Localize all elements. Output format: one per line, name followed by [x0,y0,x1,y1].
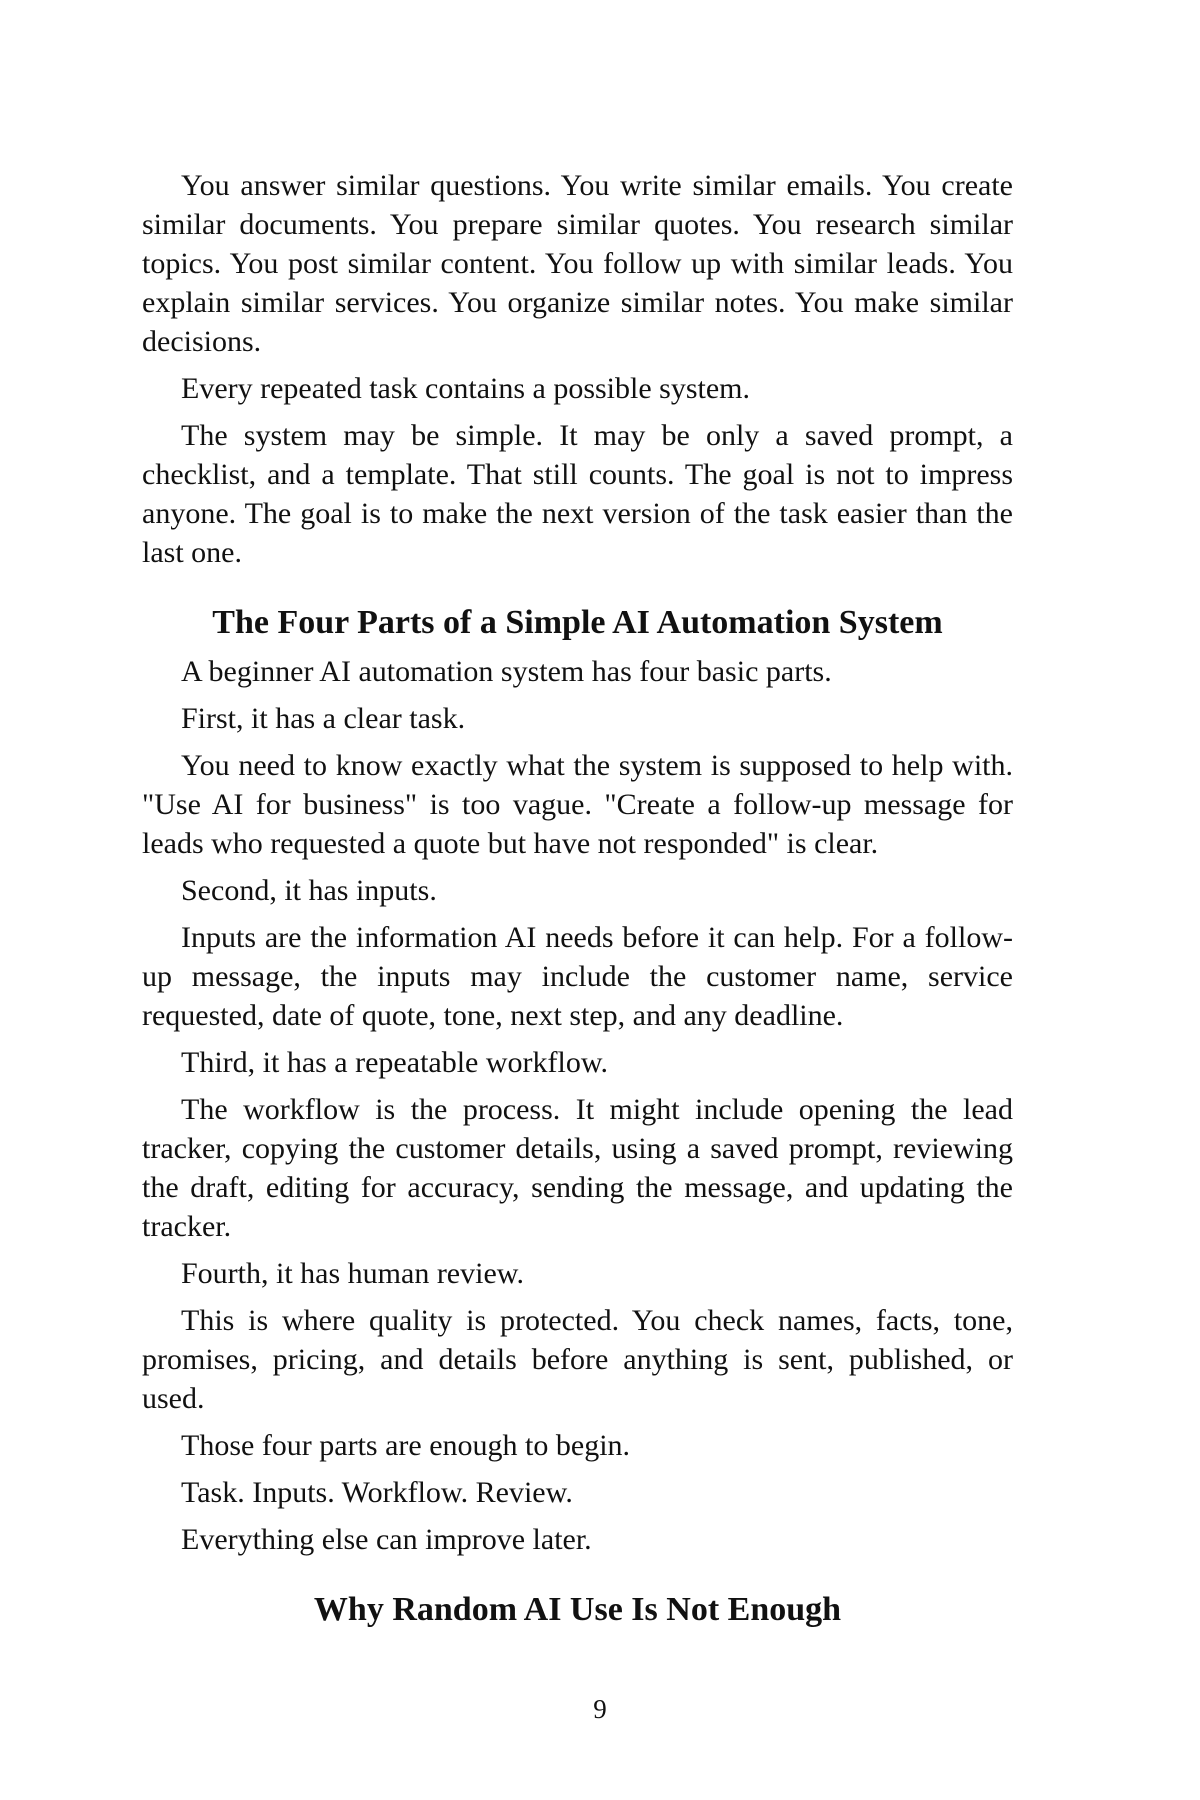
paragraph-task-explanation: You need to know exactly what the system is supposed to help with. "Use AI for business" is too vague. "Create a follow-up message for leads who requested a quote but have not responded" is clear. [142,749,1013,860]
section-heading-random-ai: Why Random AI Use Is Not Enough [313,1591,842,1628]
paragraph-workflow-explanation: The workflow is the process. It might include opening the lead tracker, copying the customer details, using a saved prompt, reviewing the draft, editing for accuracy, sending the message, and updating the tracker. [142,1093,1013,1243]
paragraph-enough-to-begin: Those four parts are enough to begin. [181,1429,631,1462]
page-number: 9 [593,1694,607,1724]
paragraph-repeated-task: Every repeated task contains a possible system. [181,372,751,405]
paragraph-inputs-explanation: Inputs are the information AI needs before it can help. For a follow-up message, the inputs may include the customer name, service requested, date of quote, tone, next step, and any deadline. [142,921,1013,1032]
paragraph-similar-tasks: You answer similar questions. You write similar emails. You create similar documents. You prepare similar quotes. You research similar topics. You post similar content. You follow up with similar leads. You explain similar services. You organize similar notes. You make similar decisions. [142,169,1013,358]
paragraph-fourth-review: Fourth, it has human review. [181,1257,524,1290]
paragraph-summary-list: Task. Inputs. Workflow. Review. [181,1476,573,1509]
paragraph-review-explanation: This is where quality is protected. You check names, facts, tone, promises, pricing, and details before anything is sent, published, or used. [142,1304,1013,1415]
paragraph-first-clear-task: First, it has a clear task. [181,702,466,735]
paragraph-improve-later: Everything else can improve later. [181,1523,592,1556]
paragraph-four-basic-parts: A beginner AI automation system has four basic parts. [181,655,832,688]
paragraph-second-inputs: Second, it has inputs. [181,874,437,907]
page-body [142,166,1013,1639]
section-heading-four-parts: The Four Parts of a Simple AI Automation System [212,604,943,641]
paragraph-third-workflow: Third, it has a repeatable workflow. [181,1046,609,1079]
paragraph-simple-system: The system may be simple. It may be only a saved prompt, a checklist, and a template. That still counts. The goal is not to impress anyone. The goal is to make the next version of the task easier than the last one. [142,419,1013,569]
